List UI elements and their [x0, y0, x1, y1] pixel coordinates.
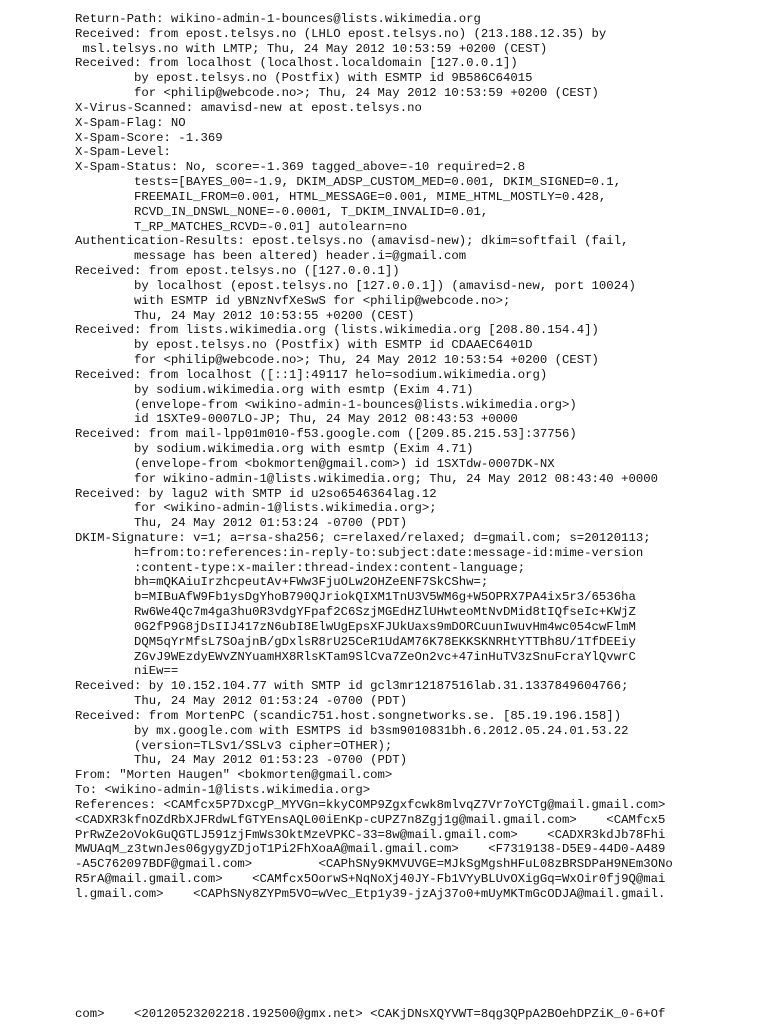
header-line: bh=mQKAiuIrzhcpeutAv+FWw3FjuOLw2OHZeENF7SkCShw=;: [75, 575, 489, 590]
header-line: Rw6We4Qc7m4ga3hu0R3vdgYFpaf2C6SzjMGEdHZlUHwteoMtNvDMid8tIQfseIc+KWjZ: [75, 605, 636, 620]
header-line: Received: from localhost ([::1]:49117 helo=sodium.wikimedia.org): [75, 367, 548, 382]
header-line: RCVD_IN_DNSWL_NONE=-0.0001, T_DKIM_INVALID=0.01,: [75, 204, 489, 219]
header-line: Thu, 24 May 2012 01:53:23 -0700 (PDT): [75, 753, 408, 768]
header-line: FREEMAIL_FROM=0.001, HTML_MESSAGE=0.001, MIME_HTML_MOSTLY=0.428,: [75, 189, 607, 204]
header-line: by epost.telsys.no (Postfix) with ESMTP id 9B586C64015: [75, 71, 533, 86]
header-line: niEw==: [75, 664, 179, 679]
header-line: X-Spam-Flag: NO: [75, 115, 186, 130]
header-line: msl.telsys.no with LMTP; Thu, 24 May 2012 10:53:59 +0200 (CEST): [75, 41, 548, 56]
header-line: for <philip@webcode.no>; Thu, 24 May 2012 10:53:59 +0200 (CEST): [75, 86, 599, 101]
header-line: Received: from lists.wikimedia.org (lists.wikimedia.org [208.80.154.4]): [75, 323, 599, 338]
header-line: Thu, 24 May 2012 01:53:24 -0700 (PDT): [75, 694, 408, 709]
header-line: Received: from epost.telsys.no (LHLO epost.telsys.no) (213.188.12.35) by: [75, 26, 607, 41]
header-line: X-Spam-Level:: [75, 145, 171, 160]
header-line: (envelope-from <wikino-admin-1-bounces@lists.wikimedia.org>): [75, 397, 577, 412]
header-line: Received: by lagu2 with SMTP id u2so6546364lag.12: [75, 486, 437, 501]
header-line: by localhost (epost.telsys.no [127.0.0.1]) (amavisd-new, port 10024): [75, 278, 636, 293]
header-line: for <philip@webcode.no>; Thu, 24 May 2012 10:53:54 +0200 (CEST): [75, 353, 599, 368]
header-line: 0G2fP9G8jDsIIJ417zN6ubI8ElwUgEpsXFJUkUaxs9mDORCuunIwuvHm4wc054cwFlmM: [75, 619, 636, 634]
header-line: -A5C762097BDF@gmail.com> <CAPhSNy9KMVUVGE=MJkSgMgshHFuL08zBRSDPaH9NEm3ONo: [75, 857, 673, 872]
email-headers-continuation-line: com> <20120523202218.192500@gmx.net> <CAKjDNsXQYVWT=8qg3QPpA2BOehDPZiK_0-6+Of: [75, 1007, 666, 1021]
header-line: message has been altered) header.i=@gmail.com: [75, 249, 467, 264]
header-line: Received: from mail-lpp01m010-f53.google.com ([209.85.215.53]:37756): [75, 427, 577, 442]
header-line: Received: by 10.152.104.77 with SMTP id gcl3mr12187516lab.31.1337849604766;: [75, 679, 629, 694]
header-line: (version=TLSv1/SSLv3 cipher=OTHER);: [75, 738, 393, 753]
header-line: R5rA@mail.gmail.com> <CAMfcx5OorwS+NqNoXj40JY-Fb1VYyBLUvOXigGq=WxOir0fj9Q@mai: [75, 872, 666, 887]
header-line: Received: from MortenPC (scandic751.host.songnetworks.se. [85.19.196.158]): [75, 708, 622, 723]
header-line: l.gmail.com> <CAPhSNy8ZYPm5VO=wVec_Etp1y39-jzAj37o0+mUyMKTmGcODJA@mail.gmail.: [75, 886, 666, 901]
header-line: by sodium.wikimedia.org with esmtp (Exim 4.71): [75, 442, 474, 457]
header-line: From: "Morten Haugen" <bokmorten@gmail.com>: [75, 768, 393, 783]
header-line: for <wikino-admin-1@lists.wikimedia.org>;: [75, 501, 437, 516]
header-line: by epost.telsys.no (Postfix) with ESMTP id CDAAEC6401D: [75, 338, 533, 353]
header-line: id 1SXTe9-0007LO-JP; Thu, 24 May 2012 08:43:53 +0000: [75, 412, 518, 427]
header-line: for wikino-admin-1@lists.wikimedia.org; Thu, 24 May 2012 08:43:40 +0000: [75, 471, 658, 486]
header-line: T_RP_MATCHES_RCVD=-0.01] autolearn=no: [75, 219, 408, 234]
header-line: tests=[BAYES_00=-1.9, DKIM_ADSP_CUSTOM_MED=0.001, DKIM_SIGNED=0.1,: [75, 175, 622, 190]
header-line: PrRwZe2oVokGuQGTLJ591zjFmWs3OktMzeVPKC-33=8w@mail.gmail.com> <CADXR3kdJb78Fhi: [75, 827, 666, 842]
header-line: Thu, 24 May 2012 10:53:55 +0200 (CEST): [75, 308, 415, 323]
header-line: :content-type:x-mailer:thread-index:content-language;: [75, 560, 526, 575]
header-line: MWUAqM_z3twnJes06gygyZDjoT1Pi2FhXoaA@mail.gmail.com> <F7319138-D5E9-44D0-A489: [75, 842, 666, 857]
header-line: X-Virus-Scanned: amavisd-new at epost.telsys.no: [75, 100, 422, 115]
header-line: h=from:to:references:in-reply-to:subject:date:message-id:mime-version: [75, 545, 644, 560]
header-line: b=MIBuAfW9Fb1ysDgYhoB790QJriokQIXM1TnU3V5WM6g+W5OPRX7PA4ix5r3/6536ha: [75, 590, 636, 605]
header-line: References: <CAMfcx5P7DxcgP_MYVGn=kkyCOMP9Zgxfcwk8mlvqZ7Vr7oYCTg@mail.gmail.com>: [75, 797, 666, 812]
header-line: (envelope-from <bokmorten@gmail.com>) id 1SXTdw-0007DK-NX: [75, 456, 555, 471]
header-line: with ESMTP id yBNzNvfXeSwS for <philip@webcode.no>;: [75, 293, 511, 308]
header-line: DKIM-Signature: v=1; a=rsa-sha256; c=relaxed/relaxed; d=gmail.com; s=20120113;: [75, 530, 651, 545]
header-line: Received: from localhost (localhost.localdomain [127.0.0.1]): [75, 56, 518, 71]
header-line: ZGvJ9WEzdyEWvZNYuamHX8RlsKTam9SlCva7ZeOn2vc+47inHuTV3zSnuFcraYlQvwrC: [75, 649, 636, 664]
header-line: X-Spam-Status: No, score=-1.369 tagged_above=-10 required=2.8: [75, 160, 526, 175]
header-line: by mx.google.com with ESMTPS id b3sm9010831bh.6.2012.05.24.01.53.22: [75, 723, 629, 738]
header-line: Return-Path: wikino-admin-1-bounces@lists.wikimedia.org: [75, 12, 481, 26]
header-line: Thu, 24 May 2012 01:53:24 -0700 (PDT): [75, 516, 408, 531]
header-line: by sodium.wikimedia.org with esmtp (Exim 4.71): [75, 382, 474, 397]
header-line: Authentication-Results: epost.telsys.no (amavisd-new); dkim=softfail (fail,: [75, 234, 629, 249]
header-line: DQM5qYrMfsL7SOajnB/gDxlsR8rU25CeR1UdAM76K78EKKSKNRHtYTTBh8U/1TfDEEiy: [75, 634, 636, 649]
email-headers-text: [75, 12, 755, 902]
header-line: Received: from epost.telsys.no ([127.0.0.1]): [75, 264, 400, 279]
header-line: <CADXR3kfnOZdRbXJFRdwLfGTYEnsAQL00iEnKp-cUPZ7n8Zgj1g@mail.gmail.com> <CAMfcx5: [75, 812, 666, 827]
header-line: To: <wikino-admin-1@lists.wikimedia.org>: [75, 783, 371, 798]
header-line: X-Spam-Score: -1.369: [75, 130, 223, 145]
